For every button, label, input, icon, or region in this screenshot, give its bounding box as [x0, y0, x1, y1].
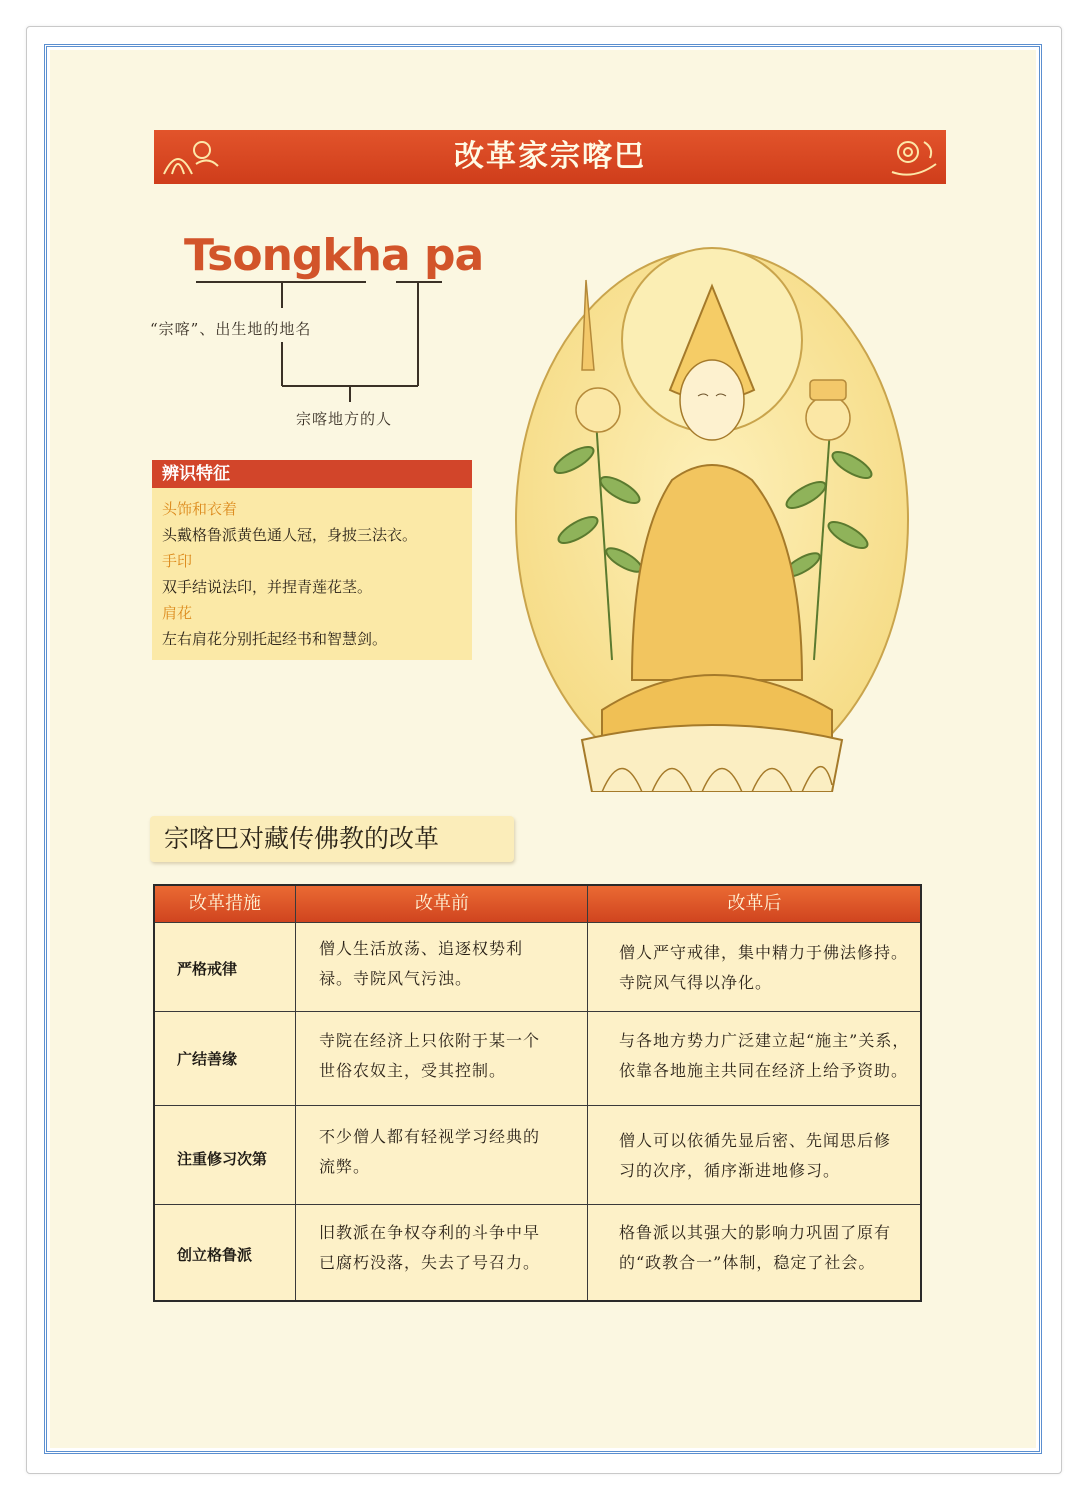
note-person: 宗喀地方的人: [296, 410, 393, 428]
name-diagram-lines: [190, 278, 450, 408]
latin-name: Tsongkha pa: [184, 230, 484, 281]
reform-table: [153, 884, 922, 1302]
section-title: 宗喀巴对藏传佛教的改革: [164, 824, 440, 853]
table-cell-measure: 创立格鲁派: [177, 1246, 253, 1264]
table-cell-measure: 广结善缘: [177, 1050, 238, 1068]
features-header: 辨识特征: [152, 460, 472, 488]
table-cell-after: 僧人严守戒律，集中精力于佛法修持。 寺院风气得以净化。: [619, 943, 909, 992]
table-cell-after: 僧人可以依循先显后密、先闻思后修 习的次序，循序渐进地修习。: [619, 1131, 892, 1180]
column-header: 改革后: [727, 893, 782, 914]
table-cell-after: 与各地方势力广泛建立起“施主”关系， 依靠各地施主共同在经济上给予资助。: [619, 1031, 910, 1080]
feature-text: 左右肩花分别托起经书和智慧剑。: [162, 630, 388, 648]
section-heading: [150, 816, 514, 862]
column-header: 改革措施: [189, 893, 261, 914]
features-box: [152, 460, 472, 660]
table-cell-before: 僧人生活放荡、追逐权势利 禄。寺院风气污浊。: [319, 939, 524, 988]
feature-text: 头戴格鲁派黄色通人冠，身披三法衣。: [162, 526, 418, 544]
feature-text: 双手结说法印，并捏青莲花茎。: [162, 578, 373, 596]
column-header: 改革前: [415, 893, 469, 914]
table-cell-before: 不少僧人都有轻视学习经典的 流弊。: [319, 1127, 541, 1176]
table-cell-before: 旧教派在争权夺利的斗争中早 已腐朽没落，失去了号召力。: [319, 1223, 541, 1272]
table-cell-measure: 注重修习次第: [177, 1150, 268, 1168]
title-banner: [154, 130, 946, 184]
jewel-ornament-icon: [884, 134, 942, 180]
tsongkhapa-illustration: [512, 240, 912, 792]
table-cell-before: 寺院在经济上只依附于某一个 世俗农奴主，受其控制。: [319, 1031, 541, 1080]
page: [50, 50, 1036, 1448]
table-cell-measure: 严格戒律: [177, 960, 238, 978]
feature-subtitle: 手印: [162, 552, 193, 570]
page-title: 改革家宗喀巴: [454, 139, 646, 174]
feature-subtitle: 头饰和衣着: [162, 500, 238, 518]
table-cell-after: 格鲁派以其强大的影响力巩固了原有 的“政教合一”体制，稳定了社会。: [619, 1223, 892, 1272]
note-place-name: “宗喀”、出生地的地名: [150, 320, 312, 338]
feature-subtitle: 肩花: [162, 604, 193, 622]
